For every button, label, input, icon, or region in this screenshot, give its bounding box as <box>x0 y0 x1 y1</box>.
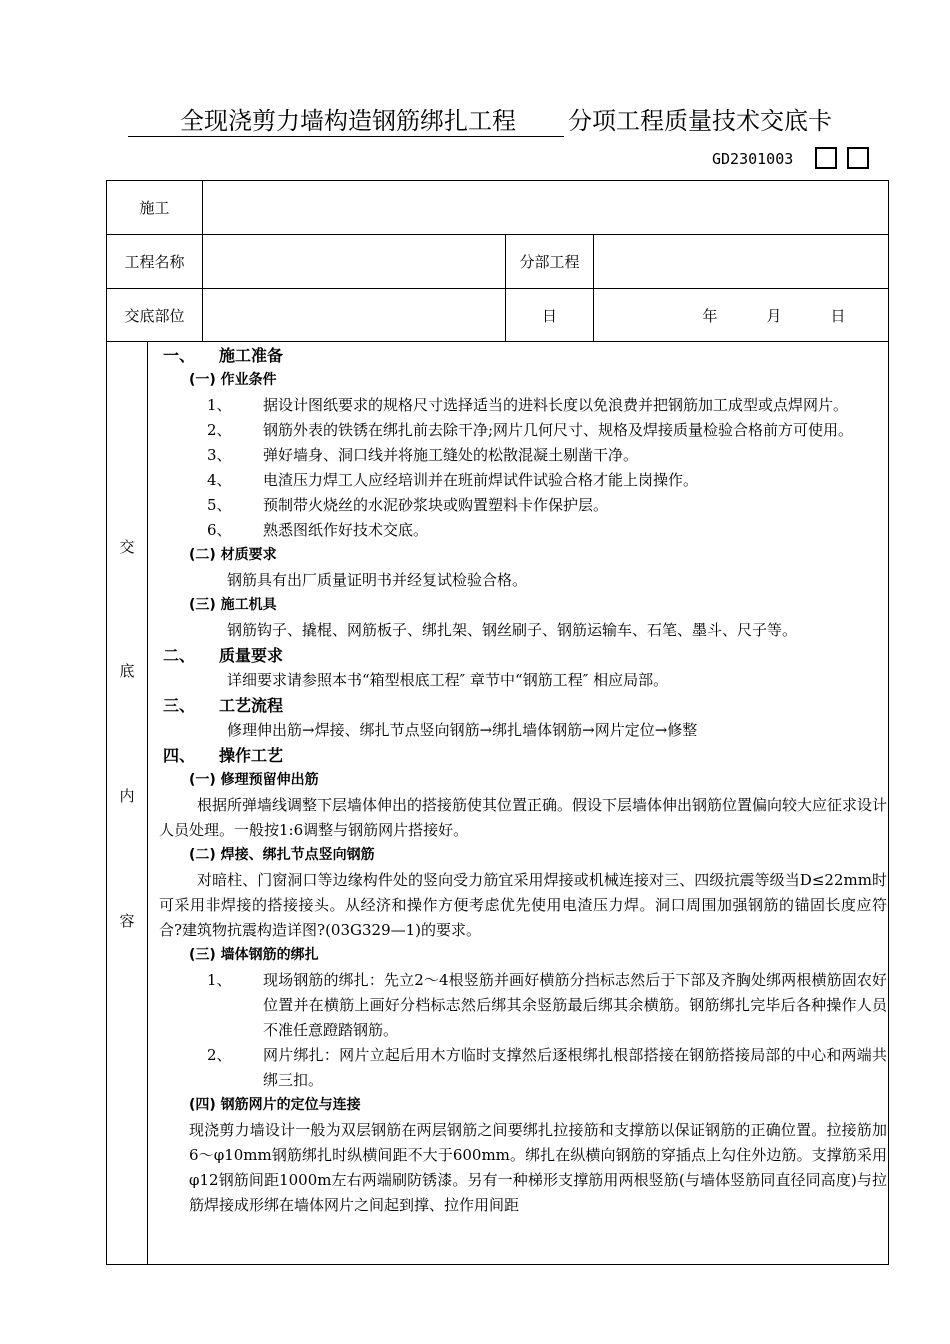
project-name-value[interactable] <box>203 235 505 288</box>
paragraph: 钢筋钩子、撬棍、网筋板子、绑扎架、钢丝刷子、钢筋运输车、石笔、墨斗、尺子等。 <box>227 621 798 639</box>
day-label: 日 <box>541 306 557 325</box>
list-item: 2、 钢筋外表的铁锈在绑扎前去除干净;网片几何尺寸、规格及焊接质量检验合格前方可使用。 <box>207 421 854 439</box>
list-item: 1、 现场钢筋的绑扎：先立2～4根竖筋并画好横筋分挡标志然后于下部及齐胸处绑两根横筋固农好位置并在横筋上画好分档标志然后绑其余竖筋最后绑其余横筋。钢筋绑扎完毕后各种操作人员不准任意蹬踏钢筋。 <box>207 971 887 1039</box>
disclosure-table <box>106 180 889 1265</box>
subsection-heading: (二) 焊接、绑扎节点竖向钢筋 <box>189 847 375 863</box>
side-label-char: 交 <box>119 538 135 556</box>
subsection-heading: (四) 钢筋网片的定位与连接 <box>189 1097 361 1113</box>
list-item: 3、 弹好墙身、洞口线并将施工缝处的松散混凝土剔凿干净。 <box>207 446 639 464</box>
project-name-label: 工程名称 <box>124 253 185 271</box>
document-code: GD2301003 <box>712 150 794 168</box>
date-day-label: 日 <box>830 306 846 325</box>
section-heading: 四、 操作工艺 <box>163 746 284 765</box>
paragraph: 对暗柱、门窗洞口等边缘构件处的竖向受力筋宜采用焊接或机械连接对三、四级抗震等级当D≤22mm时可采用非焊接的搭接接头。从经济和操作方便考虑优先使用电渣压力焊。洞口周围加强钢筋的锚固长度应符合?建筑物抗震构造详图?(03G329—1)的要求。 <box>159 871 887 939</box>
paragraph: 根据所弹墙线调整下层墙体伸出的搭接筋使其位置正确。假设下层墙体伸出钢筋位置偏向较大应征求设计人员处理。一般按1:6调整与钢筋网片搭接好。 <box>159 796 888 839</box>
paragraph: 详细要求请参照本书“箱型根底工程″ 章节中“钢筋工程″ 相应局部。 <box>227 671 669 689</box>
date-month-label: 月 <box>766 306 782 325</box>
section-heading: 二、 质量要求 <box>163 646 284 665</box>
title-underline-lead <box>128 106 180 137</box>
location-value[interactable] <box>203 289 505 341</box>
sub-project-value[interactable] <box>594 235 888 288</box>
paragraph: 现浇剪力墙设计一般为双层钢筋在两层钢筋之间要绑扎拉接筋和支撑筋以保证钢筋的正确位置。拉接筋加6～φ10mm钢筋绑扎时纵横间距不大于600mm。绑扎在纵横向钢筋的穿插点上勾住外边筋。支撑筋采用φ12钢筋间距1000m左右两端刷防锈漆。另有一种梯形支撑筋用两根竖筋(与墙体竖筋同直径同高度)与拉筋焊接成形绑在墙体网片之间起到撑、拉作用间距 <box>189 1121 887 1214</box>
list-item: 5、 预制带火烧丝的水泥砂浆块或购置塑料卡作保护层。 <box>207 496 609 514</box>
section-heading: 三、 工艺流程 <box>163 696 284 715</box>
subsection-heading: (三) 墙体钢筋的绑扎 <box>189 947 319 963</box>
col-divider <box>147 341 148 1265</box>
subsection-heading: (二) 材质要求 <box>189 547 277 563</box>
subsection-heading: (三) 施工机具 <box>189 597 277 613</box>
checkbox-1[interactable] <box>815 147 837 169</box>
side-label-char: 底 <box>119 662 135 680</box>
document-title <box>128 106 888 140</box>
list-item: 1、 据设计图纸要求的规格尺寸选择适当的进料长度以免浪费并把钢筋加工成型或点焊网片。 <box>207 396 849 414</box>
date-year-label: 年 <box>702 306 718 325</box>
section-heading: 一、 施工准备 <box>163 346 284 365</box>
construction-label: 施工 <box>139 199 170 217</box>
sub-project-label: 分部工程 <box>519 253 580 271</box>
row-divider <box>107 341 888 342</box>
paragraph: 修理伸出筋→焊接、绑扎节点竖向钢筋→绑扎墙体钢筋→网片定位→修整 <box>227 721 698 739</box>
subsection-heading: (一) 修理预留伸出筋 <box>189 772 319 788</box>
subsection-heading: (一) 作业条件 <box>189 372 277 388</box>
location-label: 交底部位 <box>124 306 185 325</box>
checkbox-2[interactable] <box>847 147 869 169</box>
construction-value[interactable] <box>203 181 888 234</box>
list-item: 6、 熟悉图纸作好技术交底。 <box>207 521 429 539</box>
disclosure-content <box>159 343 887 1218</box>
list-item: 4、 电渣压力焊工人应经培训并在班前焊试件试验合格才能上岗操作。 <box>207 471 699 489</box>
list-item: 2、 网片绑扎：网片立起后用木方临时支撑然后逐根绑扎根部搭接在钢筋搭接局部的中心和两端共绑三扣。 <box>207 1046 887 1089</box>
side-label-char: 容 <box>119 912 135 930</box>
title-underline-trail <box>516 106 564 137</box>
paragraph: 钢筋具有出厂质量证明书并经复试检验合格。 <box>227 571 528 589</box>
project-name-title: 全现浇剪力墙构造钢筋绑扎工程 <box>180 107 516 135</box>
side-label-char: 内 <box>119 787 135 805</box>
title-suffix: 分项工程质量技术交底卡 <box>568 107 832 135</box>
